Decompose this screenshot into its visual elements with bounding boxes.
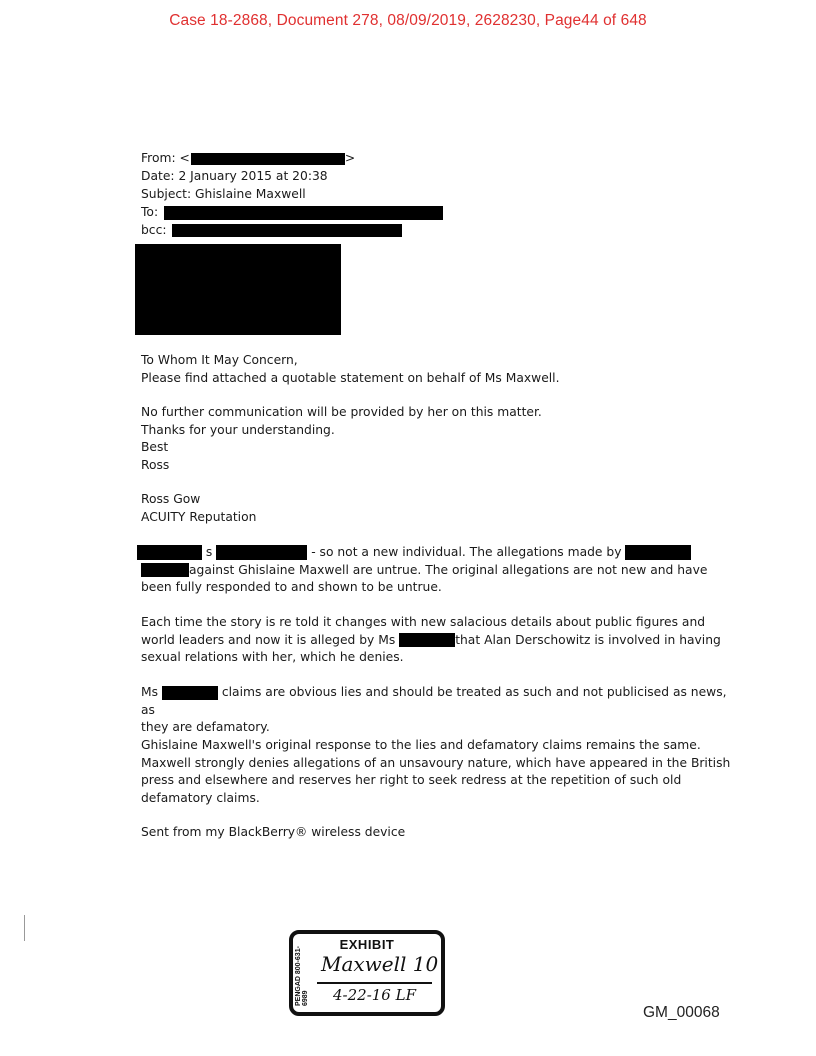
scan-speck — [24, 915, 25, 941]
stamp-title: EXHIBIT — [339, 937, 395, 952]
redaction-name-2 — [216, 545, 307, 560]
thanks-line: Thanks for your understanding. — [141, 422, 335, 437]
statement-paragraph-3 — [141, 684, 741, 737]
sent-from-line: Sent from my BlackBerry® wireless device — [141, 825, 406, 839]
intro-line: Please find attached a quotable statement on behalf of Ms Maxwell. — [141, 370, 560, 385]
redaction-name-3 — [625, 545, 691, 560]
email-body-continued — [141, 404, 741, 474]
statement-paragraph-4 — [141, 737, 741, 807]
best-line: Best — [141, 440, 169, 454]
subject-line: Subject: Ghislaine Maxwell — [141, 187, 306, 201]
signature-name: Ross Gow — [141, 492, 201, 506]
bcc-label: bcc: — [141, 223, 167, 237]
from-line — [141, 149, 741, 167]
exhibit-stamp — [289, 930, 445, 1016]
signature-block — [141, 491, 741, 526]
email-header-block — [141, 149, 741, 239]
statement-line: Ghislaine Maxwell's original response to the lies and defamatory claims remains the same. — [141, 738, 701, 752]
bcc-line — [141, 221, 741, 239]
redaction-name-6 — [162, 686, 218, 700]
greeting: To Whom It May Concern, — [141, 353, 298, 367]
stamp-handwriting-exhibit: Maxwell 10 — [321, 952, 439, 976]
statement-line: sexual relations with her, which he denies. — [141, 650, 404, 664]
redaction-from — [191, 153, 345, 165]
redaction-name-4 — [141, 563, 189, 577]
ross-line: Ross — [141, 457, 170, 472]
redaction-to — [164, 206, 443, 220]
no-further-line: No further communication will be provided by her on this matter. — [141, 405, 542, 419]
statement-line: s - so not a new individual. The allegations made by — [141, 544, 741, 562]
statement-paragraph-1 — [141, 544, 741, 597]
redaction-name-5 — [399, 633, 455, 647]
statement-line: defamatory claims. — [141, 790, 260, 805]
signature-company: ACUITY Reputation — [141, 509, 257, 524]
stamp-handwriting-date: 4-22-16 LF — [333, 986, 416, 1004]
from-label: From: < — [141, 151, 190, 165]
statement-line: Ms claims are obvious lies and should be treated as such and not publicised as news, as — [141, 685, 727, 717]
to-label: To: — [141, 205, 159, 219]
stamp-vendor-text: PENGAD 800-631-6989 — [295, 946, 309, 1006]
statement-line: Each time the story is re told it changes with new salacious details about public figures and — [141, 615, 706, 629]
statement-line: world leaders and now it is alleged by Ms that Alan Derschowitz is involved in having — [141, 632, 721, 647]
bates-number: GM_00068 — [643, 1004, 720, 1021]
to-line — [141, 203, 741, 221]
statement-line: Maxwell strongly denies allegations of an unsavoury nature, which have appeared in the British — [141, 755, 731, 770]
redaction-bcc — [172, 224, 402, 237]
statement-line: against Ghislaine Maxwell are untrue. The original allegations are not new and have — [141, 562, 741, 580]
court-filing-header: Case 18-2868, Document 278, 08/09/2019, 2628230, Page44 of 648 — [169, 12, 647, 29]
email-body — [141, 352, 741, 387]
statement-line: press and elsewhere and reserves her right to seek redress at the repetition of such old — [141, 773, 682, 787]
redaction-name-1 — [137, 545, 202, 560]
statement-line: they are defamatory. — [141, 720, 270, 734]
statement-paragraph-2 — [141, 614, 741, 667]
date-line: Date: 2 January 2015 at 20:38 — [141, 169, 328, 183]
statement-line: been fully responded to and shown to be untrue. — [141, 580, 442, 594]
from-suffix: > — [344, 151, 356, 165]
stamp-rule — [317, 982, 432, 984]
redaction-block-large — [135, 244, 341, 335]
